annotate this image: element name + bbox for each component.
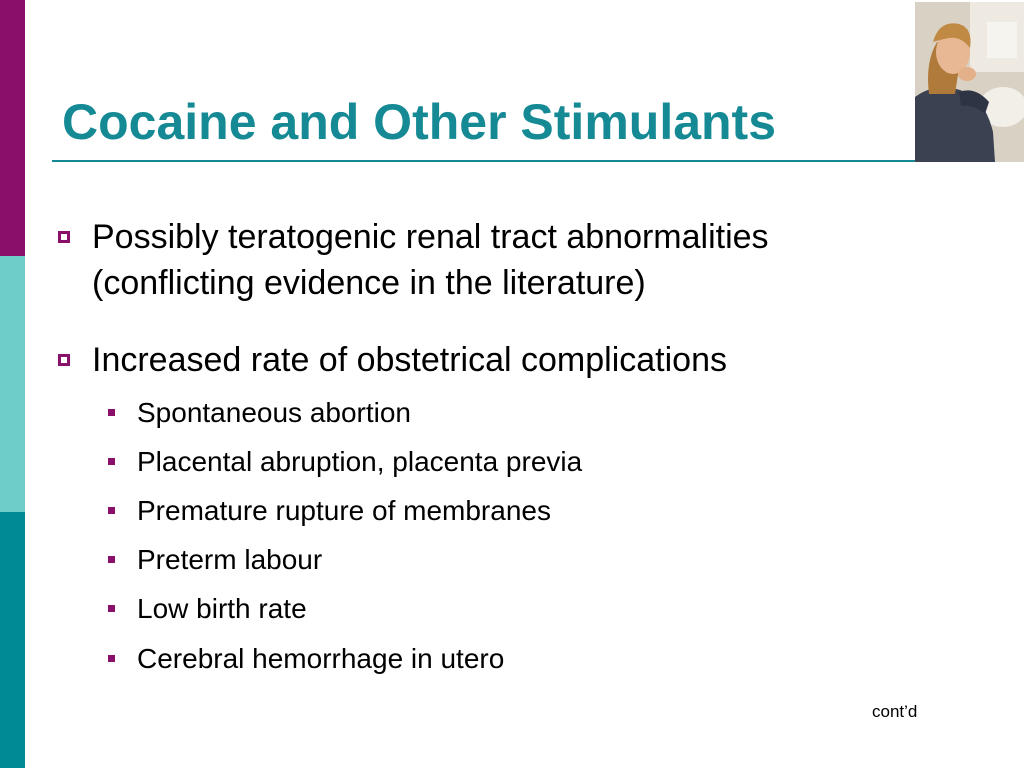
- sub-bullet-item: Spontaneous abortion: [137, 397, 411, 428]
- slide-title: Cocaine and Other Stimulants: [62, 94, 777, 150]
- hollow-square-bullet-icon: [58, 231, 70, 243]
- sidebar-segment-middle: [0, 256, 25, 512]
- square-subbullet-icon: [108, 409, 115, 416]
- sub-bullet-item: Cerebral hemorrhage in utero: [137, 643, 505, 674]
- woman-smoking-photo: [915, 2, 1024, 162]
- square-subbullet-icon: [108, 458, 115, 465]
- bullet-item: Possibly teratogenic renal tract abnormalities (conflicting evidence in the literature): [92, 218, 769, 302]
- square-subbullet-icon: [108, 605, 115, 612]
- sub-bullet-item: Premature rupture of membranes: [137, 495, 551, 526]
- sidebar-accent-bar: [0, 0, 25, 768]
- bullet-item: Increased rate of obstetrical complications: [92, 341, 727, 379]
- hollow-square-bullet-icon: [58, 354, 70, 366]
- sub-bullet-item: Preterm labour: [137, 544, 323, 575]
- sidebar-segment-bottom: [0, 512, 25, 768]
- title-underline: [52, 160, 916, 162]
- square-subbullet-icon: [108, 507, 115, 514]
- sub-bullet-item: Low birth rate: [137, 593, 307, 624]
- sub-bullet-item: Placental abruption, placenta previa: [137, 446, 583, 477]
- sidebar-segment-top: [0, 0, 25, 256]
- square-subbullet-icon: [108, 556, 115, 563]
- continued-note: cont’d: [872, 702, 918, 721]
- square-subbullet-icon: [108, 655, 115, 662]
